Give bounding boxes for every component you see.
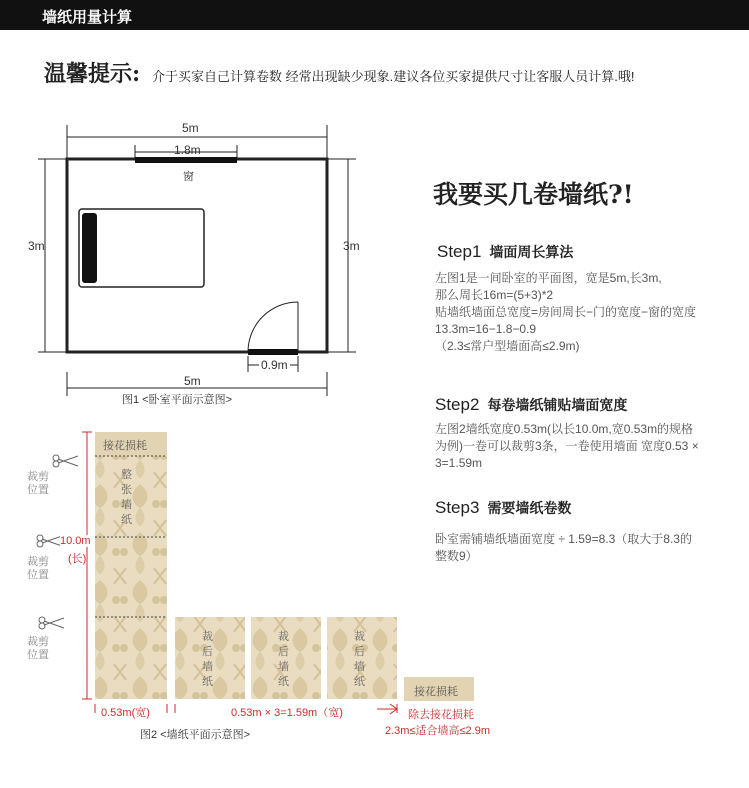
cut-position-label: 裁剪 位置 bbox=[27, 556, 49, 581]
plan-window-width: 1.8m bbox=[174, 143, 201, 157]
total-width-label: 0.53m × 3=1.59m（宽) bbox=[228, 704, 346, 720]
length-note: (长) bbox=[68, 550, 86, 566]
cut-strip-label: 裁后墙纸 bbox=[278, 631, 289, 688]
step1-text bbox=[435, 270, 740, 355]
full-roll-label: 整张墙纸 bbox=[121, 469, 132, 526]
step2-title bbox=[435, 395, 627, 415]
plan-door-width: 0.9m bbox=[261, 358, 288, 372]
plan-top-width: 5m bbox=[182, 121, 199, 135]
step1-line: 贴墙纸墙面总宽度=房间周长−门的宽度−窗的宽度 bbox=[435, 305, 697, 319]
figure1-caption: 图1 <卧室平面示意图> bbox=[122, 394, 233, 406]
step1-heading: 墙面周长算法 bbox=[489, 244, 574, 260]
scissors-icon bbox=[53, 455, 78, 467]
step1-line: 左图1是一间卧室的平面图，宽是5m,长3m, bbox=[435, 271, 662, 285]
wallpaper-diagram bbox=[37, 432, 474, 714]
step3-title bbox=[435, 498, 571, 518]
cut-strip-label: 裁后墙纸 bbox=[354, 631, 365, 688]
step3-text bbox=[435, 531, 740, 565]
plan-left-height: 3m bbox=[28, 239, 45, 253]
step3-label: Step3 bbox=[435, 498, 480, 517]
cut-position-label: 裁剪 位置 bbox=[27, 471, 49, 496]
step2-label: Step2 bbox=[435, 395, 480, 414]
step2-line: 3=1.59m bbox=[435, 456, 483, 470]
remove-waste-label: 除去接花损耗 bbox=[408, 709, 474, 721]
step1-line: 13.3m=16−1.8−0.9 bbox=[435, 322, 537, 336]
plan-right-height: 3m bbox=[343, 239, 360, 253]
floor-plan bbox=[38, 125, 356, 396]
step2-line: 为例)一卷可以裁剪3条，一卷使用墙面 宽度0.53 × bbox=[435, 439, 699, 453]
hint-heading: 温馨提示: bbox=[44, 61, 141, 87]
scissors-icon bbox=[37, 535, 62, 547]
step1-line: （2.3≤常户型墙面高≤2.9m) bbox=[435, 339, 580, 353]
scissors-icon bbox=[39, 617, 64, 629]
cut-strip-label: 裁后墙纸 bbox=[202, 631, 213, 688]
waste-top-label: 接花损耗 bbox=[103, 440, 147, 452]
length-label: 10.0m bbox=[60, 535, 91, 547]
main-title: 我要买几卷墙纸?! bbox=[433, 180, 634, 209]
header-title: 墙纸用量计算 bbox=[42, 9, 133, 26]
step1-title bbox=[437, 242, 573, 262]
hint-text: 介于买家自己计算卷数 经常出现缺少现象.建议各位买家提供尺寸让客服人员计算.哦! bbox=[152, 69, 635, 84]
plan-bottom-width: 5m bbox=[184, 374, 201, 388]
step3-line: 卧室需铺墙纸墙面宽度 ÷ 1.59=8.3（取大于8.3的 bbox=[435, 532, 692, 546]
step2-text bbox=[435, 421, 740, 472]
step1-line: 那么周长16m=(5+3)*2 bbox=[435, 288, 554, 302]
step3-heading: 需要墙纸卷数 bbox=[487, 500, 572, 516]
cut-position-label: 裁剪 位置 bbox=[27, 636, 49, 661]
width-label: 0.53m(宽) bbox=[101, 704, 150, 720]
step3-line: 整数9） bbox=[435, 549, 478, 563]
figure2-caption: 图2 <墙纸平面示意图> bbox=[140, 729, 251, 741]
step2-line: 左图2墙纸宽度0.53m(以长10.0m,宽0.53m的规格 bbox=[435, 422, 694, 436]
height-range-label: 2.3m≤适合墙高≤2.9m bbox=[385, 725, 490, 737]
step1-label: Step1 bbox=[437, 242, 482, 261]
waste-bottom-label: 接花损耗 bbox=[414, 686, 458, 698]
plan-window-label: 窗 bbox=[183, 171, 194, 183]
step2-heading: 每卷墙纸铺贴墙面宽度 bbox=[487, 397, 628, 413]
